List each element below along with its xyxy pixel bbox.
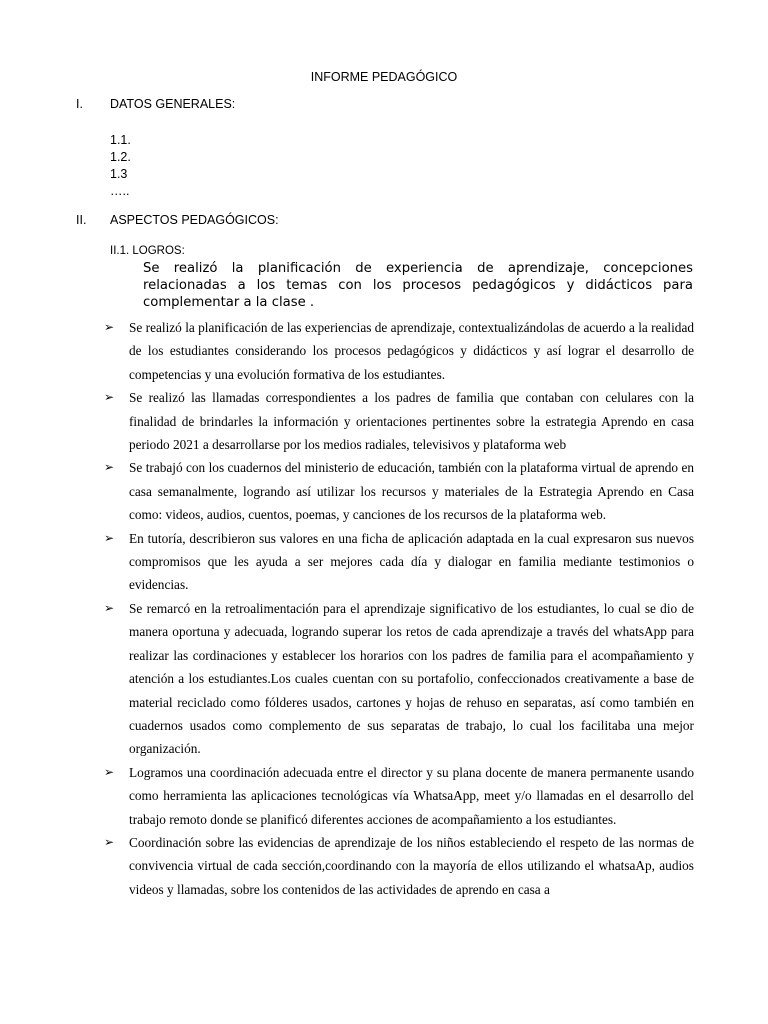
arrow-bullet-icon: ➢ [104,390,115,405]
list-item [104,597,694,761]
logros-list [104,316,694,901]
list-item-text: Coordinación sobre las evidencias de aprendizaje de los niños estableciendo el respeto de las normas de convivencia virtual de cada sección,coordinando con la mayoría de ellos utilizando el whatsaAp, audios videos y llamadas, sobre los contenidos de las actividades de aprendo en casa a [129,834,694,897]
list-item [104,527,694,597]
section-label: DATOS GENERALES: [110,97,236,111]
list-item-text: Se realizó las llamadas correspondientes a los padres de familia que contaban con celulares con la finalidad de brindarles la información y orientaciones pertinentes sobre la estrategia Aprendo en casa periodo 2021 a desarrollarse por los medios radiales, televisivos y plataforma web [129,390,694,453]
list-item-text: Se realizó la planificación de las experiencias de aprendizaje, contextualizándolas de acuerdo a la realidad de los estudiantes considerando los procesos pedagógicos y didácticos y así lograr el desarrollo de competencias y una evolución formativa de los estudiantes. [129,320,694,382]
list-item [104,761,694,831]
datos-item: 1.1. [110,133,131,147]
list-item [104,386,694,456]
arrow-bullet-icon: ➢ [104,600,115,615]
arrow-bullet-icon: ➢ [104,834,115,849]
section-label: ASPECTOS PEDAGÓGICOS: [110,213,279,227]
logros-heading: II.1. LOGROS: [110,245,185,257]
section-number: II. [76,213,87,227]
list-item [104,456,694,526]
arrow-bullet-icon: ➢ [104,530,115,545]
list-item [104,316,694,386]
list-item [104,831,694,901]
datos-item: ….. [110,184,130,198]
datos-item: 1.3 [110,167,128,181]
logros-summary: Se realizó la planificación de experiencia de aprendizaje, concepciones relacionadas a los temas con los procesos pedagógicos y didácticos para complementar a la clase . [143,261,693,310]
section-number: I. [76,97,83,111]
datos-item: 1.2. [110,150,131,164]
list-item-text: Logramos una coordinación adecuada entre el director y su plana docente de manera permanente usando como herramienta las aplicaciones tecnológicas vía WhatsaApp, meet y/o llamadas en el desarrollo del trabajo remoto donde se planificó diferentes acciones de acompañamiento a los estudiantes. [129,764,694,827]
list-item-text: En tutoría, describieron sus valores en una ficha de aplicación adaptada en la cual expresaron sus nuevos compromisos que les ayuda a ser mejores cada día y dialogar en familia mediante testimonios o evidencias. [129,530,694,593]
arrow-bullet-icon: ➢ [104,320,115,334]
list-item-text: Se remarcó en la retroalimentación para el aprendizaje significativo de los estudiantes, lo cual se dio de manera oportuna y adecuada, logrando superar los retos de cada aprendizaje a través del whatsApp para realizar las cordinaciones y establecer los horarios con los padres de familia para el acompañamiento y atención a los estudiantes.Los cuales cuentan con su portafolio, confeccionados creativamente a base de material reciclado como fólderes usados, cartones y hojas de rehuso en separatas, así como también en cuadernos usados como complemento de sus separatas de trabajo, lo cual los facilitaba una mejor organización. [129,600,694,757]
arrow-bullet-icon: ➢ [104,460,115,475]
arrow-bullet-icon: ➢ [104,764,115,779]
list-item-text: Se trabajó con los cuadernos del ministerio de educación, también con la plataforma virtual de aprendo en casa semanalmente, logrando así utilizar los recursos y materiales de la Estrategia Aprendo en Casa como: videos, audios, cuentos, poemas, y canciones de los recursos de la plataforma web. [129,460,694,523]
document-title: INFORME PEDAGÓGICO [310,70,458,84]
